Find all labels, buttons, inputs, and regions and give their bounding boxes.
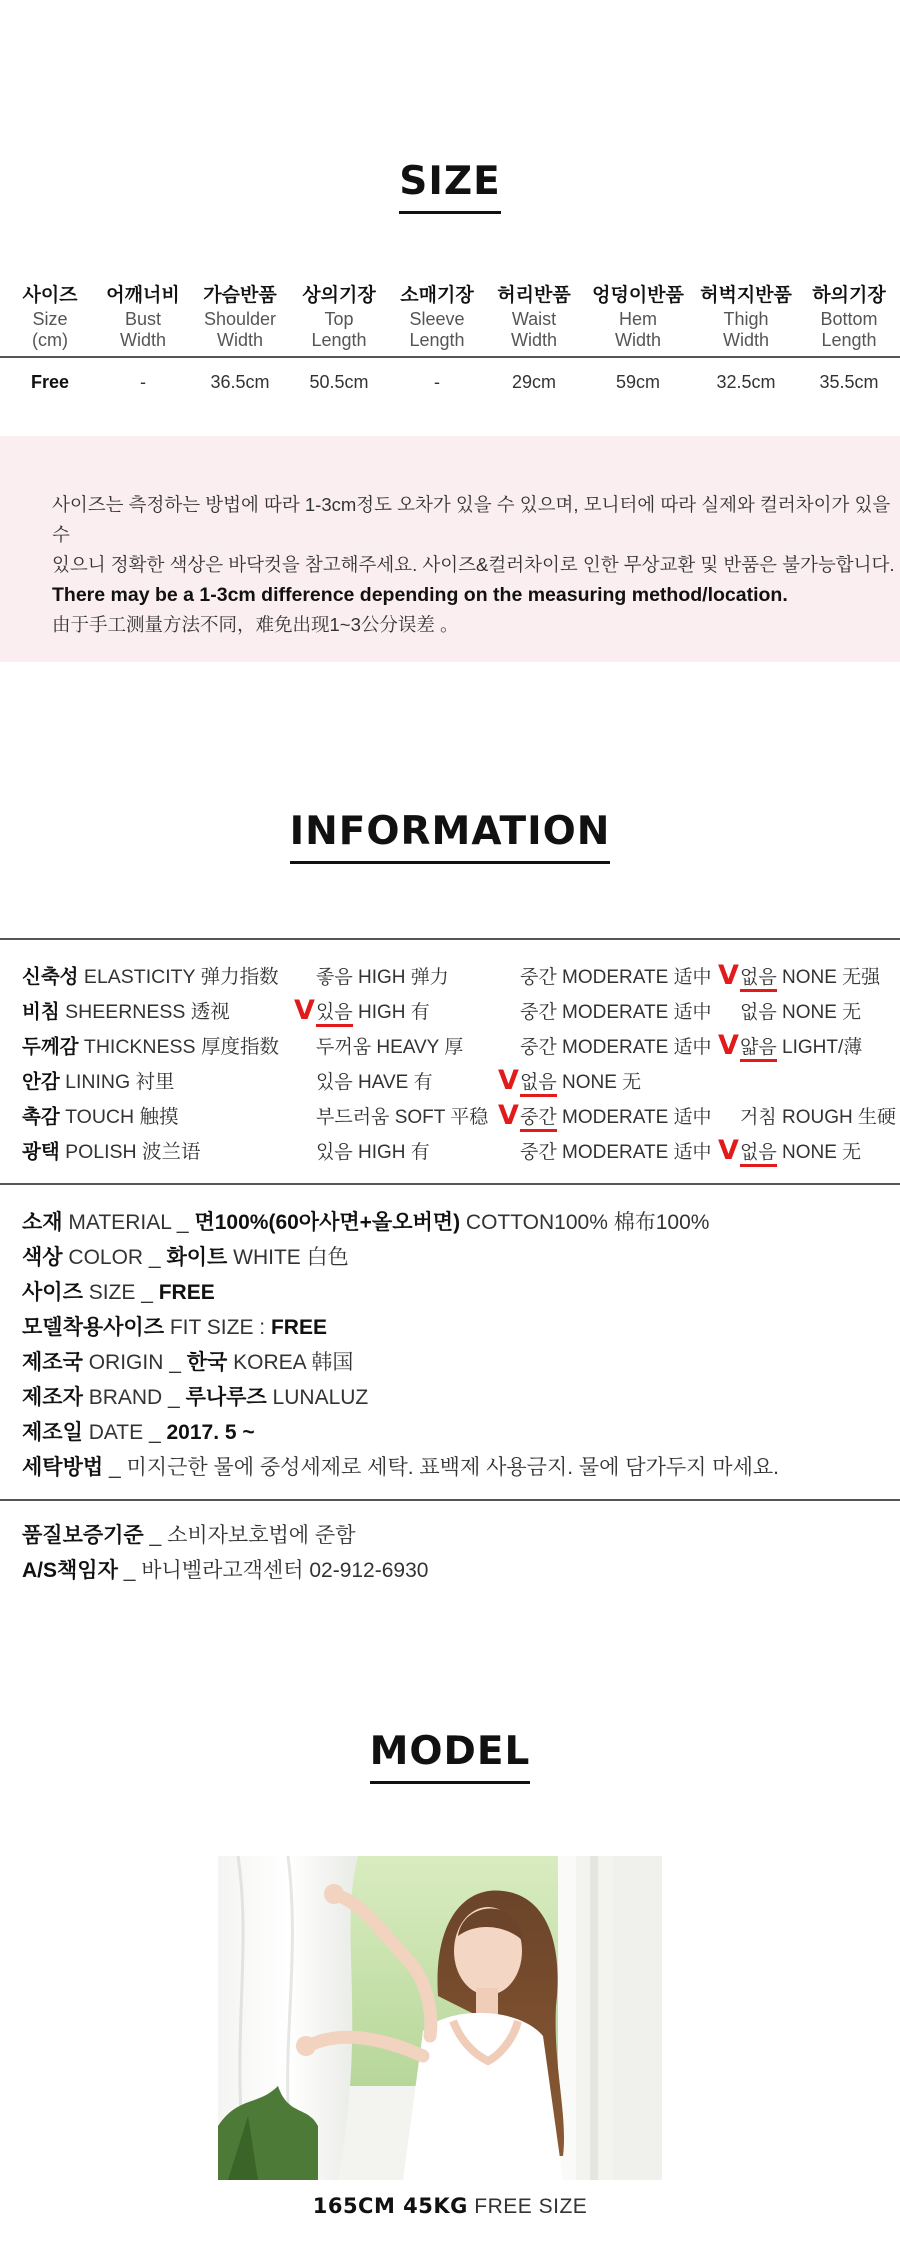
attribute-option xyxy=(316,960,449,995)
size-value-cell: Free xyxy=(30,371,70,392)
attribute-option xyxy=(316,1030,463,1065)
detail-label: 사이즈 xyxy=(22,1281,83,1304)
detail-label: 제조일 xyxy=(22,1421,83,1444)
attribute-option-selected xyxy=(718,960,881,995)
detail-label: 제조자 xyxy=(22,1386,83,1409)
option-ko: 중간 xyxy=(520,1002,557,1023)
size-header-cell xyxy=(190,283,290,356)
size-header-cell xyxy=(290,283,388,356)
option-ko: 거침 xyxy=(740,1107,777,1128)
detail-label: 모델착용사이즈 xyxy=(22,1316,165,1339)
detail-value-en: WHITE 白色 xyxy=(227,1246,349,1269)
attribute-label-en: POLISH 波兰语 xyxy=(59,1141,201,1163)
attribute-option xyxy=(316,1065,433,1100)
size-table-header xyxy=(0,283,900,358)
detail-line xyxy=(22,1275,779,1310)
size-header-en: Hem xyxy=(618,309,657,329)
detail-line xyxy=(22,1415,779,1450)
attribute-row xyxy=(0,1100,900,1135)
detail-line xyxy=(22,1345,779,1380)
check-mark-icon: V xyxy=(718,1135,739,1166)
detail-line xyxy=(22,1450,779,1485)
size-header-cell xyxy=(582,283,694,356)
size-value-cell: 35.5cm xyxy=(819,371,879,392)
size-value-cell: 29cm xyxy=(511,371,556,392)
option-ko: 있음 xyxy=(316,1142,353,1163)
warranty-line xyxy=(22,1553,428,1588)
detail-value: 2017. 5 ~ xyxy=(166,1421,255,1444)
detail-line xyxy=(22,1310,779,1345)
attribute-row xyxy=(0,1065,900,1100)
size-header-en: Length xyxy=(409,330,465,350)
detail-value: 한국 xyxy=(186,1351,228,1374)
attribute-option xyxy=(520,1030,712,1065)
option-ko: 얇음 xyxy=(740,1037,777,1062)
notice-line-en: There may be a 1-3cm difference depending on the measuring method/location. xyxy=(52,584,788,606)
size-value-cell: 32.5cm xyxy=(716,371,776,392)
attribute-label-ko: 광택 xyxy=(22,1141,60,1163)
detail-line xyxy=(22,1205,779,1240)
size-value-cell: - xyxy=(140,371,146,392)
size-header-en: Shoulder xyxy=(203,309,277,329)
attribute-label-en: TOUCH 触摸 xyxy=(59,1106,179,1128)
attribute-label-ko: 두께감 xyxy=(22,1036,79,1058)
option-en: MODERATE 适中 xyxy=(556,1142,712,1163)
attribute-option xyxy=(740,1100,896,1135)
size-value-cell: 59cm xyxy=(615,371,660,392)
option-en: HAVE 有 xyxy=(352,1072,433,1093)
size-value-cell: 50.5cm xyxy=(309,371,369,392)
detail-value-en: LUNALUZ xyxy=(266,1386,369,1409)
attribute-option xyxy=(520,995,712,1030)
size-header-cell xyxy=(798,283,900,356)
size-header-ko: 엉덩이반품 xyxy=(592,285,684,306)
option-en: NONE 无强 xyxy=(776,967,881,988)
attribute-option xyxy=(740,995,861,1030)
detail-value: FREE xyxy=(158,1281,215,1304)
size-header-cell xyxy=(96,283,190,356)
detail-label-en: MATERIAL _ xyxy=(62,1211,195,1234)
size-header-en: Sleeve xyxy=(409,309,465,329)
information-section-title xyxy=(0,810,900,864)
option-ko: 부드러움 xyxy=(316,1107,390,1128)
check-mark-icon: V xyxy=(498,1065,519,1096)
attribute-option xyxy=(316,1135,430,1170)
attribute-label-en: LINING 衬里 xyxy=(59,1071,175,1093)
detail-label-en: _ 미지근한 물에 중성세제로 세탁. 표백제 사용금지. 물에 담가두지 마세요. xyxy=(103,1456,779,1479)
option-en: NONE 无 xyxy=(556,1072,642,1093)
detail-label-en: BRAND _ xyxy=(82,1386,186,1409)
option-en: LIGHT/薄 xyxy=(776,1037,863,1058)
option-en: HIGH 有 xyxy=(352,1002,430,1023)
size-section-title xyxy=(0,160,900,214)
option-en: MODERATE 适中 xyxy=(556,1002,712,1023)
option-ko: 중간 xyxy=(520,967,557,988)
information-heading: INFORMATION xyxy=(290,810,611,864)
size-header-en: Width xyxy=(216,330,263,350)
size-header-cell xyxy=(4,283,96,356)
option-en: NONE 无 xyxy=(776,1002,862,1023)
attribute-label-ko: 신축성 xyxy=(22,966,79,988)
detail-label-en: DATE _ xyxy=(82,1421,167,1444)
option-en: HIGH 弹力 xyxy=(352,967,449,988)
model-measurements: 165CM 45KG xyxy=(312,2194,468,2218)
size-header-ko: 상의기장 xyxy=(302,285,376,306)
attribute-label xyxy=(22,960,279,995)
option-ko: 중간 xyxy=(520,1142,557,1163)
option-ko: 없음 xyxy=(520,1072,557,1097)
size-value-cell: 36.5cm xyxy=(210,371,270,392)
option-en: NONE 无 xyxy=(776,1142,862,1163)
attribute-option-selected xyxy=(718,1135,862,1170)
attribute-label-ko: 촉감 xyxy=(22,1106,60,1128)
attribute-option-selected xyxy=(498,1100,712,1135)
size-header-ko: 어깨너비 xyxy=(106,285,180,306)
attribute-label xyxy=(22,995,230,1030)
option-ko: 없음 xyxy=(740,967,777,992)
detail-label-en: COLOR _ xyxy=(62,1246,167,1269)
attribute-option xyxy=(520,1135,712,1170)
check-mark-icon: V xyxy=(498,1100,519,1131)
warranty-label: A/S책임자 xyxy=(22,1559,118,1582)
size-header-en: Size xyxy=(32,309,68,329)
option-en: HEAVY 厚 xyxy=(371,1037,464,1058)
option-en: MODERATE 适中 xyxy=(556,1037,712,1058)
size-header-ko: 하의기장 xyxy=(812,285,886,306)
attribute-label-en: THICKNESS 厚度指数 xyxy=(78,1036,279,1058)
detail-label: 색상 xyxy=(22,1246,63,1269)
model-heading: MODEL xyxy=(370,1730,531,1784)
size-header-ko: 허벅지반품 xyxy=(700,285,792,306)
size-header-en: Length xyxy=(821,330,877,350)
attribute-row xyxy=(0,960,900,995)
attribute-label xyxy=(22,1065,175,1100)
attribute-option-selected xyxy=(294,995,430,1030)
detail-label: 제조국 xyxy=(22,1351,83,1374)
attribute-option xyxy=(316,1100,488,1135)
size-header-en: Width xyxy=(510,330,557,350)
size-table xyxy=(0,283,900,406)
attribute-row xyxy=(0,1030,900,1065)
detail-line xyxy=(22,1240,779,1275)
model-photo-illustration xyxy=(218,1856,662,2180)
size-header-cell xyxy=(388,283,486,356)
size-header-en: Bust xyxy=(124,309,162,329)
attribute-label xyxy=(22,1135,201,1170)
notice-line-ko-2: 있으니 정확한 색상은 바닥컷을 참고해주세요. 사이즈&컬러차이로 인한 무상교환 및 반품은 불가능합니다. xyxy=(52,554,895,575)
size-header-en: Length xyxy=(311,330,367,350)
option-ko: 좋음 xyxy=(316,967,353,988)
detail-line xyxy=(22,1380,779,1415)
option-en: MODERATE 适中 xyxy=(556,967,712,988)
divider xyxy=(0,1499,900,1501)
divider xyxy=(0,1183,900,1185)
size-header-ko: 가슴반품 xyxy=(203,285,277,306)
detail-label-en: SIZE _ xyxy=(82,1281,159,1304)
size-header-en: (cm) xyxy=(32,330,68,350)
check-mark-icon: V xyxy=(718,1030,739,1061)
model-caption xyxy=(0,2194,900,2219)
size-value-cell: - xyxy=(434,371,440,392)
notice-line-ko-1: 사이즈는 측정하는 방법에 따라 1-3cm정도 오차가 있을 수 있으며, 모니터에 따라 실제와 컬러차이가 있을 수 xyxy=(52,494,891,545)
attribute-label-en: SHEERNESS 透视 xyxy=(59,1001,230,1023)
option-ko: 중간 xyxy=(520,1107,557,1132)
product-details-list xyxy=(22,1205,779,1485)
option-ko: 두꺼움 xyxy=(316,1037,372,1058)
detail-value-en: COTTON100% 棉布100% xyxy=(460,1211,710,1234)
notice-line-zh: 由于手工测量方法不同，难免出现1~3公分误差 。 xyxy=(52,614,459,635)
warranty-info xyxy=(22,1518,428,1588)
size-header-en: Top xyxy=(324,309,354,329)
option-ko: 있음 xyxy=(316,1072,353,1093)
size-header-en: Width xyxy=(722,330,769,350)
option-ko: 없음 xyxy=(740,1002,777,1023)
warranty-value: _ 소비자보호법에 준함 xyxy=(143,1524,356,1547)
warranty-value: _ 바니벨라고객센터 02-912-6930 xyxy=(117,1559,429,1582)
size-header-ko: 소매기장 xyxy=(400,285,474,306)
option-en: SOFT 平稳 xyxy=(389,1107,489,1128)
attribute-option-selected xyxy=(718,1030,863,1065)
option-ko: 있음 xyxy=(316,1002,353,1027)
attribute-option-selected xyxy=(498,1065,642,1100)
size-notice-box xyxy=(0,436,900,662)
attribute-label xyxy=(22,1030,279,1065)
size-header-en: Width xyxy=(614,330,661,350)
size-header-en: Bottom xyxy=(820,309,878,329)
option-ko: 없음 xyxy=(740,1142,777,1167)
option-en: ROUGH 生硬 xyxy=(776,1107,896,1128)
size-header-cell xyxy=(694,283,798,356)
option-en: HIGH 有 xyxy=(352,1142,430,1163)
detail-value: 면100%(60아사면+올오버면) xyxy=(194,1211,461,1234)
attribute-label xyxy=(22,1100,179,1135)
attribute-option xyxy=(520,960,712,995)
size-header-en: Thigh xyxy=(723,309,769,329)
model-photo xyxy=(218,1856,662,2180)
detail-label: 세탁방법 xyxy=(22,1456,104,1479)
size-header-ko: 허리반품 xyxy=(497,285,571,306)
warranty-line xyxy=(22,1518,428,1553)
detail-value-en: KOREA 韩国 xyxy=(227,1351,354,1374)
warranty-label: 품질보증기준 xyxy=(22,1524,144,1547)
attribute-label-ko: 비침 xyxy=(22,1001,60,1023)
option-ko: 중간 xyxy=(520,1037,557,1058)
attribute-label-en: ELASTICITY 弹力指数 xyxy=(78,966,279,988)
size-header-en: Width xyxy=(119,330,166,350)
detail-value: FREE xyxy=(270,1316,327,1339)
detail-label: 소재 xyxy=(22,1211,63,1234)
size-header-en: Waist xyxy=(511,309,557,329)
model-fit-size: FREE SIZE xyxy=(467,2195,588,2218)
check-mark-icon: V xyxy=(294,995,315,1026)
option-en: MODERATE 适中 xyxy=(556,1107,712,1128)
attribute-row xyxy=(0,995,900,1030)
size-header-ko: 사이즈 xyxy=(22,285,78,306)
model-section-title xyxy=(0,1730,900,1784)
attribute-label-ko: 안감 xyxy=(22,1071,60,1093)
detail-value: 화이트 xyxy=(166,1246,228,1269)
size-heading: SIZE xyxy=(399,160,501,214)
detail-value: 루나루즈 xyxy=(185,1386,267,1409)
fabric-attribute-grid xyxy=(0,960,900,1170)
size-table-row xyxy=(0,358,900,406)
attribute-row xyxy=(0,1135,900,1170)
detail-label-en: FIT SIZE : xyxy=(164,1316,271,1339)
size-header-cell xyxy=(486,283,582,356)
divider xyxy=(0,938,900,940)
check-mark-icon: V xyxy=(718,960,739,991)
detail-label-en: ORIGIN _ xyxy=(82,1351,187,1374)
